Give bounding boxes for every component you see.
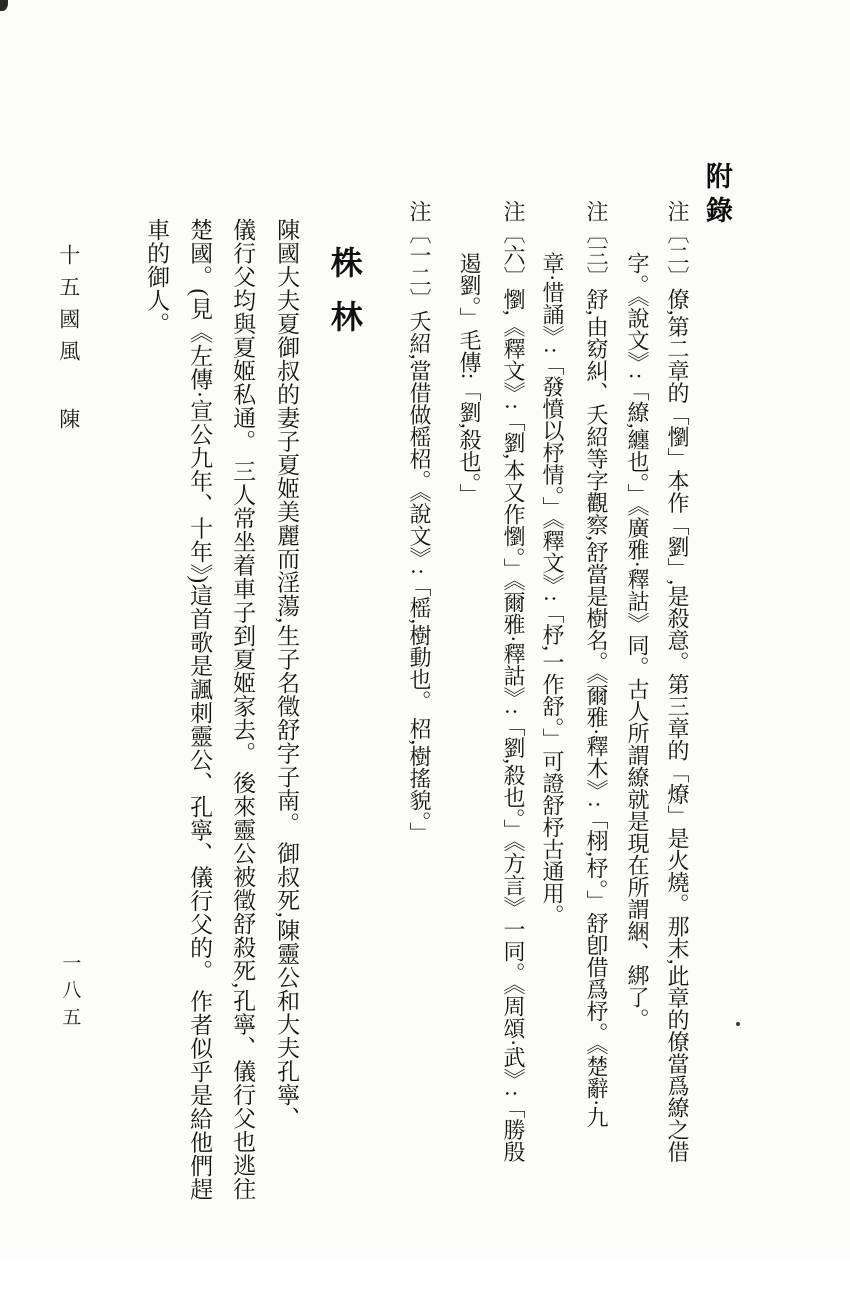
note-column-shu-continued: 章·惜誦》:「發憤以杼情。」《釋文》:「杼,一作舒。」可證舒杼古通用。 — [539, 252, 565, 927]
chapter-label: 陳 — [56, 408, 81, 429]
scan-corner-artifact — [0, 0, 8, 11]
section-title-zhulin: 株林 — [326, 246, 363, 354]
intro-column-4: 車的御人。 — [144, 218, 170, 336]
note-column-shu: 注〔三〕舒,由窈糾、夭紹等字觀察,舒當是樹名。《爾雅·釋木》:「栩,杼。」舒卽借爲杼。《楚辭·九 — [583, 200, 609, 1129]
page-number: 一八五 — [59, 953, 81, 1034]
appendix-header: 附錄 — [701, 162, 732, 230]
note-column-liu-continued: 遏劉。」毛傳:「劉,殺也。」 — [456, 252, 482, 506]
note-column-liao-continued: 字。《說文》:「繚,纏也。」《廣雅·釋詁》同。古人所謂繚就是現在所謂綑、綁了。 — [624, 252, 650, 1030]
note-column-liao: 注〔二〕僚,第二章的「懰」本作「劉」,是殺意。第三章的「燎」是火燒。那末,此章的僚當爲繚之借 — [664, 200, 690, 1163]
intro-column-2: 儀行父均與夏姬私通。 三人常坐着車子到夏姬家去。 後來靈公被徵舒殺死,孔寧、儀行父也逃往 — [230, 218, 256, 1201]
intro-column-3: 楚國。(見《左傳·宣公九年、十年》)這首歌是諷刺靈公、孔寧、儀行父的。 作者似乎是給他們趕 — [187, 218, 213, 1201]
scan-ink-dot — [736, 1022, 740, 1026]
note-column-yaoshao: 注〔一二〕夭紹,當借做榣柖。《說文》:「榣,樹動也。 柖,樹搖貌。」 — [406, 200, 432, 845]
note-column-liu: 注〔六〕懰,《釋文》:「劉,本又作懰。」《爾雅·釋詁》:「劉,殺也。」《方言》一同。《周頌·武》:「勝殷 — [500, 200, 526, 1163]
intro-column-1: 陳國大夫夏御叔的妻子夏姬美麗而淫蕩,生子名徵舒字子南。 御叔死,陳靈公和大夫孔寧、 — [274, 218, 300, 1130]
running-title: 十五國風 — [56, 244, 81, 372]
